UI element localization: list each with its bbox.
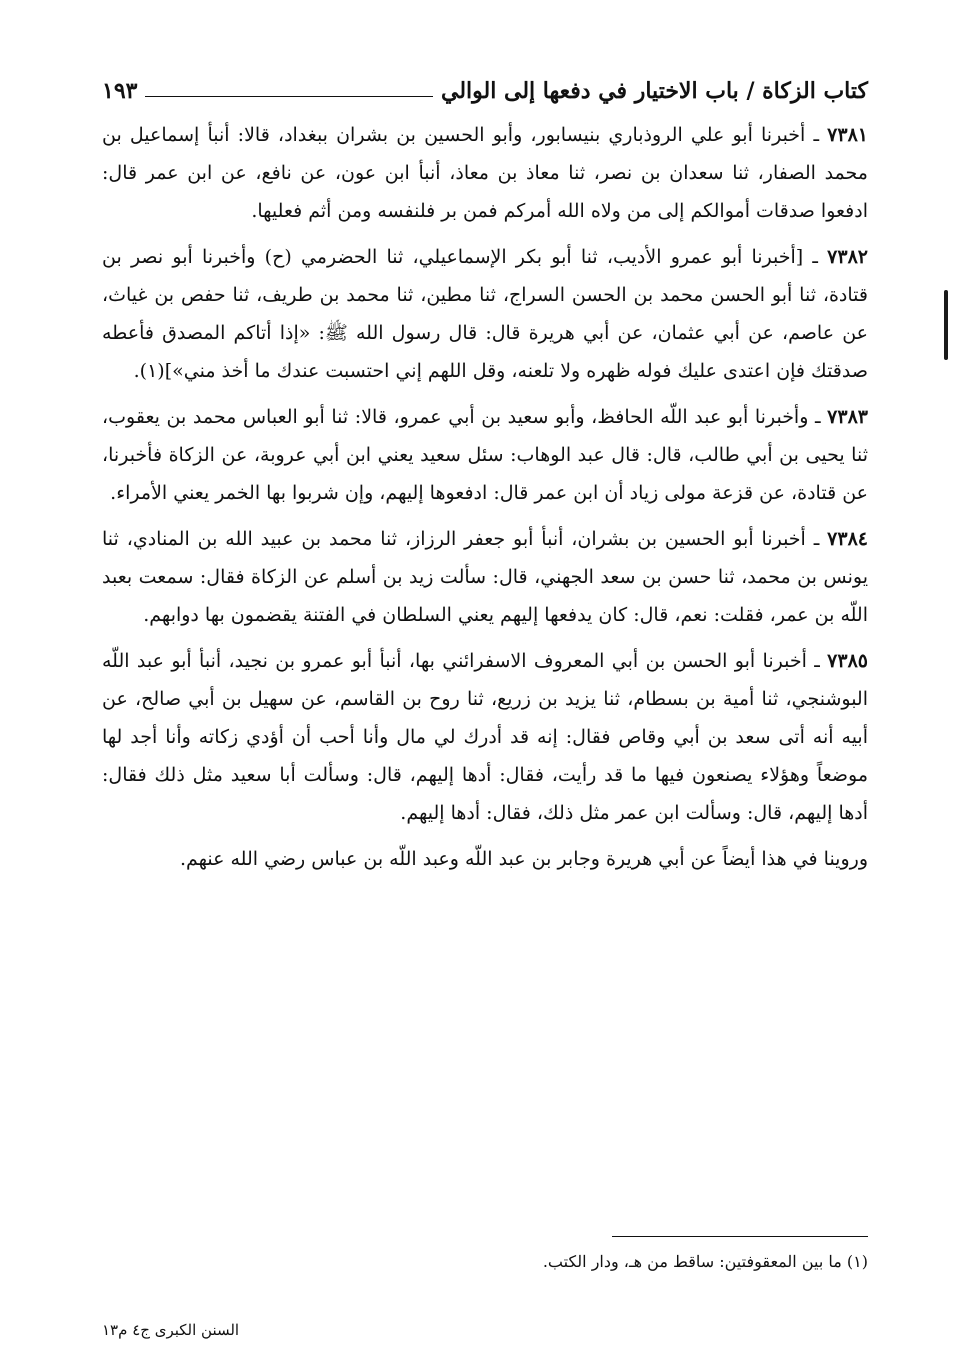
hadith-text: ـ وأخبرنا أبو عبد اللّه الحافظ، وأبو سعيد بن أبي عمرو، قالا: ثنا أبو العباس محمد بن يعقوب، ثنا يحيى بن أبي طالب، قال: قال عبد الوهاب: سئل سعيد يعني ابن أبي عروبة، عن الزكاة فأخبرنا، عن قتادة، عن قزعة مولى زياد أن ابن عمر قال: ادفعوها إليهم، وإن شربوا بها الخمر يعني الأمراء.	[102, 406, 868, 504]
hadith-text: ـ أخبرنا أبو الحسين بن بشران، أنبأ أبو جعفر الرزاز، ثنا محمد بن عبيد الله بن المنادي، ثنا يونس بن محمد، ثنا حسن بن سعد الجهني، قال: سألت زيد بن أسلم عن الزكاة فقال: سمعت بعبد اللّه بن عمر، فقلت: نعم، قال: كان يدفعها إليهم يعني السلطان في الفتنة يقضمون بها دوابهم.	[102, 528, 868, 626]
closing-text: وروينا في هذا أيضاً عن أبي هريرة وجابر بن عبد اللّه وعبد اللّه بن عباس رضي الله عنهم.	[179, 848, 868, 870]
hadith-text: ـ أخبرنا أبو الحسن بن أبي المعروف الاسفرائني بها، أنبأ أبو عمرو بن نجيد، أنبأ أبو عبد اللّه البوشنجي، ثنا أمية بن بسطام، ثنا يزيد بن زريع، ثنا روح بن القاسم، عن سهيل بن أبي صالح، عن أبيه أنه أتى سعد بن أبي وقاص فقال: إنه قد أدرك لي مال وأنا أحب أن أؤدي زكاته وأنا أجد لها موضعاً وهؤلاء يصنعون فيها ما قد رأيت، فقال: أدها إليهم، قال: وسألت أبا سعيد مثل ذلك فقال: أدها إليهم، قال: وسألت ابن عمر مثل ذلك، فقال: أدها إليهم.	[102, 650, 868, 824]
hadith-paragraph	[102, 642, 868, 832]
hadith-number: ٧٣٨١	[827, 124, 868, 146]
hadith-paragraph	[102, 116, 868, 230]
hadith-paragraph	[102, 238, 868, 390]
hadith-number: ٧٣٨٥	[827, 650, 868, 672]
hadith-number: ٧٣٨٢	[827, 246, 868, 268]
closing-paragraph	[102, 840, 868, 878]
hadith-paragraph	[102, 520, 868, 634]
header-rule	[145, 96, 433, 97]
signature-text: السنن الكبرى ج٤ م١٣	[102, 1321, 240, 1339]
printer-signature	[102, 1318, 868, 1342]
footnote: (١) ما بين المعقوفتين: ساقط من هـ، ودار الكتب.	[542, 1252, 868, 1271]
main-text	[102, 116, 868, 886]
running-header	[102, 62, 868, 102]
footnote-separator	[612, 1236, 868, 1237]
hadith-text: ـ أخبرنا أبو علي الروذباري بنيسابور، وأبو الحسين بن بشران ببغداد، قالا: أنبأ إسماعيل بن محمد الصفار، ثنا سعدان بن نصر، ثنا معاذ بن معاذ، أنبأ ابن عون، عن نافع، عن ابن عمر قال: ادفعوا صدقات أموالكم إلى من ولاه الله أمركم فمن بر فلنفسه ومن أثم فعليها.	[102, 124, 868, 222]
hadith-number: ٧٣٨٣	[827, 406, 868, 428]
hadith-paragraph	[102, 398, 868, 512]
header-title: كتاب الزكاة / باب الاختيار في دفعها إلى الوالي	[440, 78, 868, 104]
page-number: ١٩٣	[102, 78, 138, 104]
margin-ink-mark	[944, 290, 948, 360]
hadith-text: ـ [أخبرنا أبو عمرو الأديب، ثنا أبو بكر الإسماعيلي، ثنا الحضرمي (ح) وأخبرنا أبو نصر بن قتادة، ثنا أبو الحسن محمد بن الحسن السراج، ثنا مطين، ثنا محمد بن طريف، ثنا حفص بن غياث، عن عاصم، عن أبي عثمان، عن أبي هريرة قال: قال رسول الله ﷺ: «إذا أتاكم المصدق فأعطه صدقتك فإن اعتدى عليك فوله ظهره ولا تلعنه، وقل اللهم إني احتسبت عندك ما أخذ مني»](١).	[102, 246, 868, 382]
hadith-number: ٧٣٨٤	[827, 528, 868, 550]
